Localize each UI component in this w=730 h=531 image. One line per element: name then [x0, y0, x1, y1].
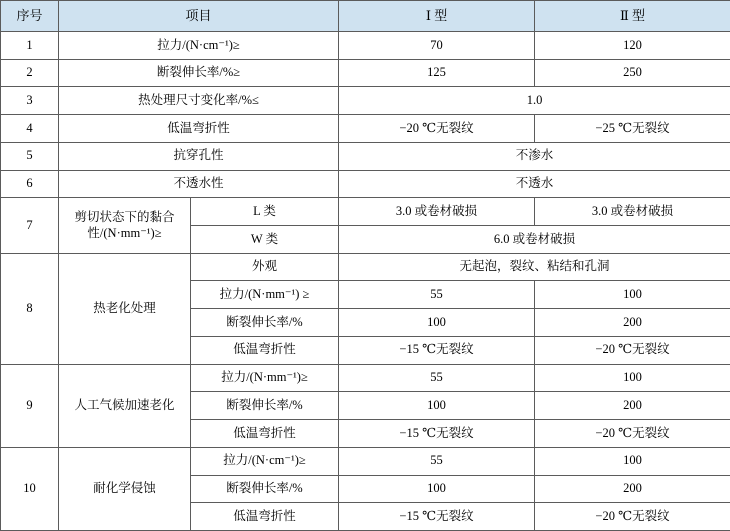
table-row — [1, 170, 730, 198]
row-type1-value: 55 — [339, 364, 535, 392]
row-item: 热老化处理 — [59, 253, 191, 364]
row-type2-value: −20 ℃无裂纹 — [535, 420, 730, 448]
row-item: 剪切状态下的黏合性/(N·mm⁻¹)≥ — [59, 198, 191, 253]
row-type2-value: 200 — [535, 475, 730, 503]
row-type2-value: 100 — [535, 364, 730, 392]
column-header-type1: Ⅰ 型 — [339, 1, 535, 32]
row-subitem: L 类 — [191, 198, 339, 226]
row-subitem: 断裂伸长率/% — [191, 309, 339, 337]
row-shared-value: 6.0 或卷材破损 — [339, 226, 730, 254]
row-index: 6 — [1, 170, 59, 198]
row-index: 9 — [1, 364, 59, 447]
row-type2-value: 200 — [535, 392, 730, 420]
row-type1-value: −15 ℃无裂纹 — [339, 336, 535, 364]
row-item: 拉力/(N·cm⁻¹)≥ — [59, 32, 339, 60]
row-shared-value: 不渗水 — [339, 142, 730, 170]
table-body — [1, 32, 730, 531]
row-index: 4 — [1, 115, 59, 143]
table-row — [1, 32, 730, 60]
row-type2-value: 100 — [535, 447, 730, 475]
row-type2-value: 100 — [535, 281, 730, 309]
row-type1-value: −15 ℃无裂纹 — [339, 503, 535, 531]
table-row — [1, 59, 730, 87]
row-shared-value: 1.0 — [339, 87, 730, 115]
row-index: 3 — [1, 87, 59, 115]
row-subitem: W 类 — [191, 226, 339, 254]
row-index: 5 — [1, 142, 59, 170]
row-type1-value: 70 — [339, 32, 535, 60]
row-type2-value: 3.0 或卷材破损 — [535, 198, 730, 226]
row-subitem: 低温弯折性 — [191, 336, 339, 364]
row-type1-value: 3.0 或卷材破损 — [339, 198, 535, 226]
table-header — [1, 1, 730, 32]
column-header-item: 项目 — [59, 1, 339, 32]
row-type1-value: 100 — [339, 475, 535, 503]
row-type1-value: −20 ℃无裂纹 — [339, 115, 535, 143]
table-row — [1, 115, 730, 143]
row-subitem: 拉力/(N·mm⁻¹)≥ — [191, 364, 339, 392]
table-row — [1, 87, 730, 115]
row-item: 低温弯折性 — [59, 115, 339, 143]
row-type1-value: 100 — [339, 392, 535, 420]
row-type1-value: 100 — [339, 309, 535, 337]
row-item: 人工气候加速老化 — [59, 364, 191, 447]
row-item: 抗穿孔性 — [59, 142, 339, 170]
row-subitem: 低温弯折性 — [191, 503, 339, 531]
row-shared-value: 不透水 — [339, 170, 730, 198]
row-index: 2 — [1, 59, 59, 87]
row-type2-value: −25 ℃无裂纹 — [535, 115, 730, 143]
row-type2-value: 200 — [535, 309, 730, 337]
row-type1-value: 125 — [339, 59, 535, 87]
row-index: 8 — [1, 253, 59, 364]
table-row — [1, 198, 730, 226]
row-type2-value: −20 ℃无裂纹 — [535, 503, 730, 531]
table-row — [1, 447, 730, 475]
table-row — [1, 364, 730, 392]
row-item: 热处理尺寸变化率/%≤ — [59, 87, 339, 115]
table-header-row — [1, 1, 730, 32]
row-index: 1 — [1, 32, 59, 60]
row-index: 7 — [1, 198, 59, 253]
table-row — [1, 142, 730, 170]
column-header-index: 序号 — [1, 1, 59, 32]
row-shared-value: 无起泡，裂纹、粘结和孔洞 — [339, 253, 730, 281]
row-type1-value: 55 — [339, 447, 535, 475]
column-header-type2: Ⅱ 型 — [535, 1, 730, 32]
row-item: 断裂伸长率/%≥ — [59, 59, 339, 87]
row-item: 耐化学侵蚀 — [59, 447, 191, 530]
row-type1-value: 55 — [339, 281, 535, 309]
row-item: 不透水性 — [59, 170, 339, 198]
row-subitem: 外观 — [191, 253, 339, 281]
row-type1-value: −15 ℃无裂纹 — [339, 420, 535, 448]
row-type2-value: 250 — [535, 59, 730, 87]
row-type2-value: −20 ℃无裂纹 — [535, 336, 730, 364]
row-index: 10 — [1, 447, 59, 530]
table-row — [1, 253, 730, 281]
row-subitem: 拉力/(N·cm⁻¹)≥ — [191, 447, 339, 475]
row-subitem: 断裂伸长率/% — [191, 392, 339, 420]
row-type2-value: 120 — [535, 32, 730, 60]
row-subitem: 断裂伸长率/% — [191, 475, 339, 503]
row-subitem: 低温弯折性 — [191, 420, 339, 448]
row-subitem: 拉力/(N·mm⁻¹) ≥ — [191, 281, 339, 309]
